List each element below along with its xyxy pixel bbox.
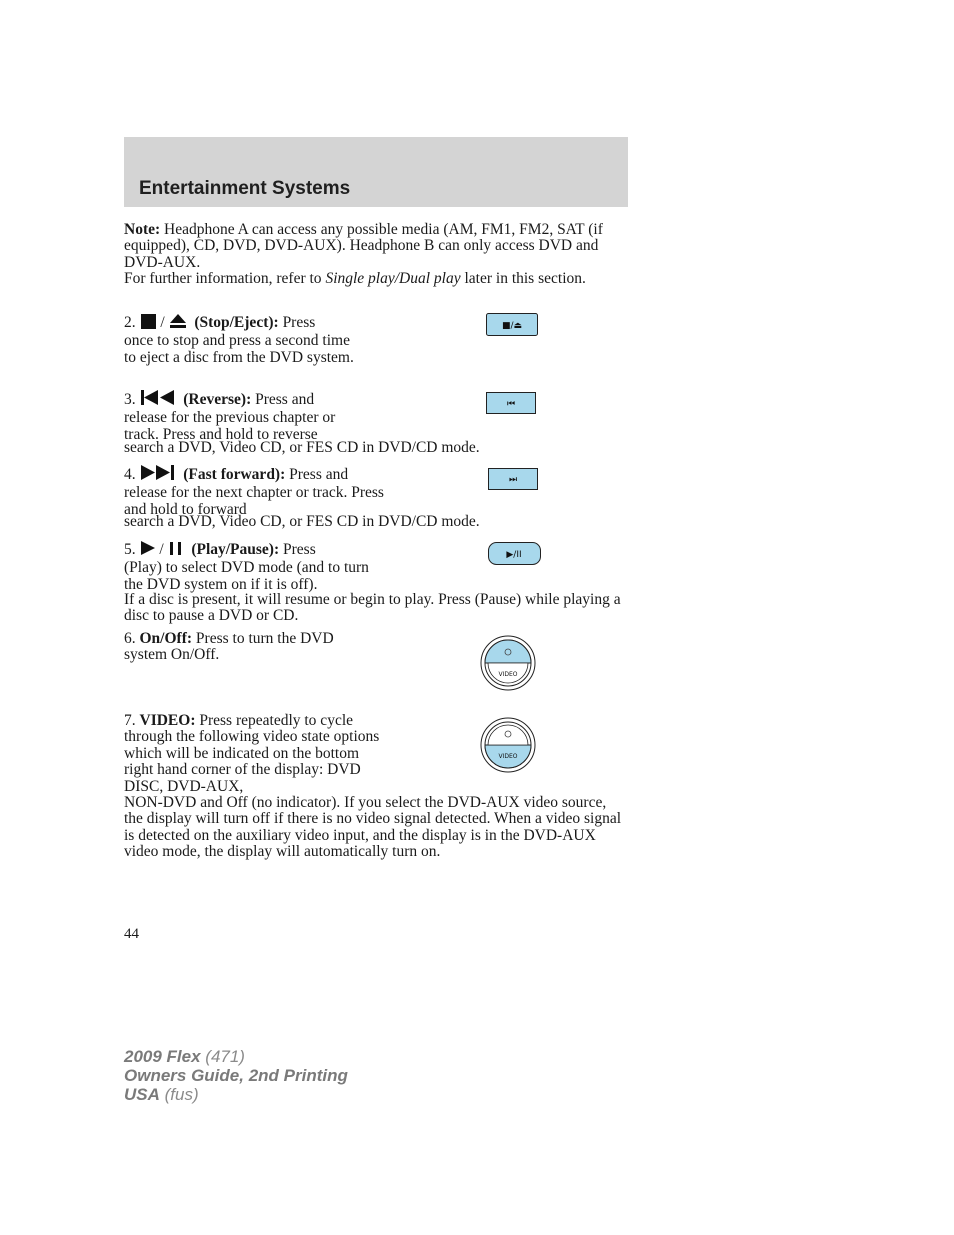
fast-forward-button <box>488 468 538 494</box>
stop-eject-button-label: ■/⏏ <box>501 321 523 331</box>
item-number: 7. <box>124 712 136 729</box>
item-reverse-continued: search a DVD, Video CD, or FES CD in DVD/CD mode. <box>124 439 480 456</box>
note-reference <box>124 271 628 287</box>
footer-model: 2009 Flex <box>124 1047 201 1066</box>
reverse-button <box>486 392 536 418</box>
item-description: through the following video state options which will be indicated on the bottom right hand corner of the display: DVD DISC, DVD-AUX, <box>124 728 380 795</box>
slash: / <box>159 541 164 558</box>
item-number: 6. <box>124 630 136 647</box>
item-text: Press to turn the DVD <box>192 630 334 647</box>
note-reference-tail: later in this section. <box>460 270 586 287</box>
footer-line-3 <box>124 1085 348 1104</box>
footer <box>124 1047 348 1104</box>
note-paragraph <box>124 222 628 271</box>
item-fast-forward <box>124 464 384 518</box>
item-label: VIDEO: <box>139 712 196 729</box>
note-reference-text: For further information, refer to <box>124 270 326 287</box>
item-description: once to stop and press a second time to eject a disc from the DVD system. <box>124 332 354 366</box>
item-video <box>124 713 380 795</box>
note-label: Note: <box>124 221 161 238</box>
item-play-pause <box>124 540 379 593</box>
item-text: Press repeatedly to cycle <box>195 712 354 729</box>
item-play-pause-continued: If a disc is present, it will resume or begin to play. Press (Pause) while playing a disc to pause a DVD or CD. <box>124 591 621 625</box>
item-on-off <box>124 631 374 664</box>
item-label: (Reverse): <box>183 391 252 408</box>
video-knob-label: VIDEO <box>498 753 518 760</box>
section-title: Entertainment Systems <box>139 178 351 199</box>
page-number: 44 <box>124 926 139 942</box>
slash: / <box>160 314 165 331</box>
on-off-knob-label: VIDEO <box>498 671 518 678</box>
item-description: release for the next chapter or track. Press and hold to forward <box>124 484 384 518</box>
power-video-knob-icon <box>480 717 536 773</box>
stop-eject-button <box>486 313 538 340</box>
item-reverse <box>124 389 364 443</box>
stop-icon <box>140 313 157 333</box>
item-label: (Fast forward): <box>183 466 286 483</box>
item-number: 2. <box>124 314 136 331</box>
item-text: Press and <box>251 391 315 408</box>
video-knob <box>480 717 536 777</box>
note-reference-link: Single play/Dual play <box>325 270 461 287</box>
item-number: 4. <box>124 466 136 483</box>
item-description: release for the previous chapter or track. Press and hold to reverse <box>124 409 336 443</box>
item-video-continued: NON-DVD and Off (no indicator). If you select the DVD-AUX video source, the display will turn off if there is no video signal detected. When a video signal is detected on the auxiliary video input, and the display is in the DVD-AUX video mode, the display will automatically turn on. <box>124 794 622 861</box>
play-icon <box>140 540 156 560</box>
item-label: On/Off: <box>139 630 193 647</box>
item-label: (Play/Pause): <box>191 541 280 558</box>
play-pause-button <box>488 542 542 570</box>
footer-guide: Owners Guide, 2nd Printing <box>124 1066 348 1085</box>
power-video-knob-icon <box>480 635 536 691</box>
pause-icon <box>168 540 184 560</box>
item-description: system On/Off. <box>124 646 220 664</box>
item-fast-forward-continued: search a DVD, Video CD, or FES CD in DVD/CD mode. <box>124 513 480 530</box>
reverse-icon <box>140 389 176 410</box>
note-text: Headphone A can access any possible media (AM, FM1, FM2, SAT (if equipped), CD, DVD, DVD-AUX). Headphone B can only access DVD and DVD-AUX. <box>124 221 603 271</box>
footer-model-code: (471) <box>200 1047 245 1066</box>
eject-icon <box>169 313 187 333</box>
item-text: Press <box>278 314 316 331</box>
fast-forward-button-label: ⏭ <box>508 475 518 485</box>
section-header-band <box>124 137 628 207</box>
item-number: 5. <box>124 541 136 558</box>
on-off-knob <box>480 635 536 695</box>
play-pause-button-label: ▶/II <box>506 550 522 560</box>
item-text: Press <box>279 541 316 558</box>
item-text: Press and <box>285 466 349 483</box>
fast-forward-icon <box>140 464 176 485</box>
item-number: 3. <box>124 391 136 408</box>
item-description: (Play) to select DVD mode (and to turn the DVD system on if it is off). <box>124 559 369 593</box>
footer-region-code: (fus) <box>159 1085 199 1104</box>
item-label: (Stop/Eject): <box>194 314 279 331</box>
footer-line-1 <box>124 1047 348 1066</box>
item-stop-eject <box>124 313 364 366</box>
footer-region: USA <box>124 1085 160 1104</box>
footer-line-2 <box>124 1066 348 1085</box>
reverse-button-label: ⏮ <box>506 399 516 409</box>
